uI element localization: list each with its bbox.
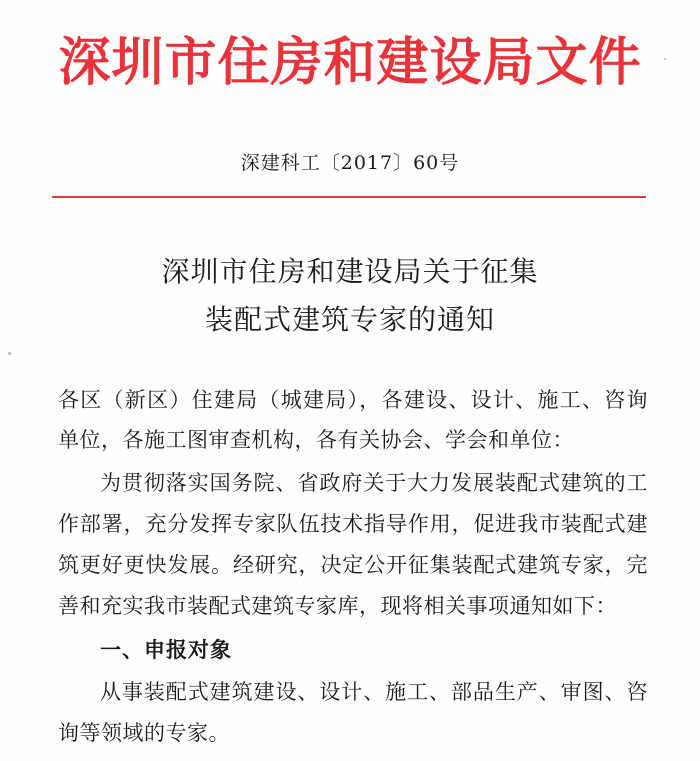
scan-speck (664, 58, 666, 60)
section-1-line-2: 询等领域的专家。 (58, 721, 230, 745)
intro-line-2: 作部署，充分发挥专家队伍技术指导作用，促进我市装配式建 (58, 512, 648, 536)
section-1-heading: 一、申报对象 (100, 638, 232, 662)
document-number: 深建科工〔2017〕60号 (240, 152, 460, 174)
red-divider-line (52, 196, 646, 198)
intro-line-1: 为贯彻落实国务院、省政府关于大力发展装配式建筑的工 (100, 471, 648, 495)
section-1-line-1: 从事装配式建筑建设、设计、施工、部品生产、审图、咨 (100, 680, 648, 704)
notice-title-line-1: 深圳市住房和建设局关于征集 (161, 255, 539, 288)
agency-header-title: 深圳市住房和建设局文件 (58, 33, 642, 93)
intro-line-3: 筑更好更快发展。经研究，决定公开征集装配式建筑专家，完 (58, 553, 648, 577)
scan-speck (8, 352, 11, 355)
intro-line-4: 善和充实我市装配式建筑专家库，现将相关事项通知如下： (58, 594, 617, 618)
notice-title-line-2: 装配式建筑专家的通知 (204, 303, 495, 336)
addressee-line-1: 各区（新区）住建局（城建局），各建设、设计、施工、咨询 (58, 388, 648, 412)
addressee-line-2: 单位，各施工图审查机构，各有关协会、学会和单位： (58, 428, 574, 452)
